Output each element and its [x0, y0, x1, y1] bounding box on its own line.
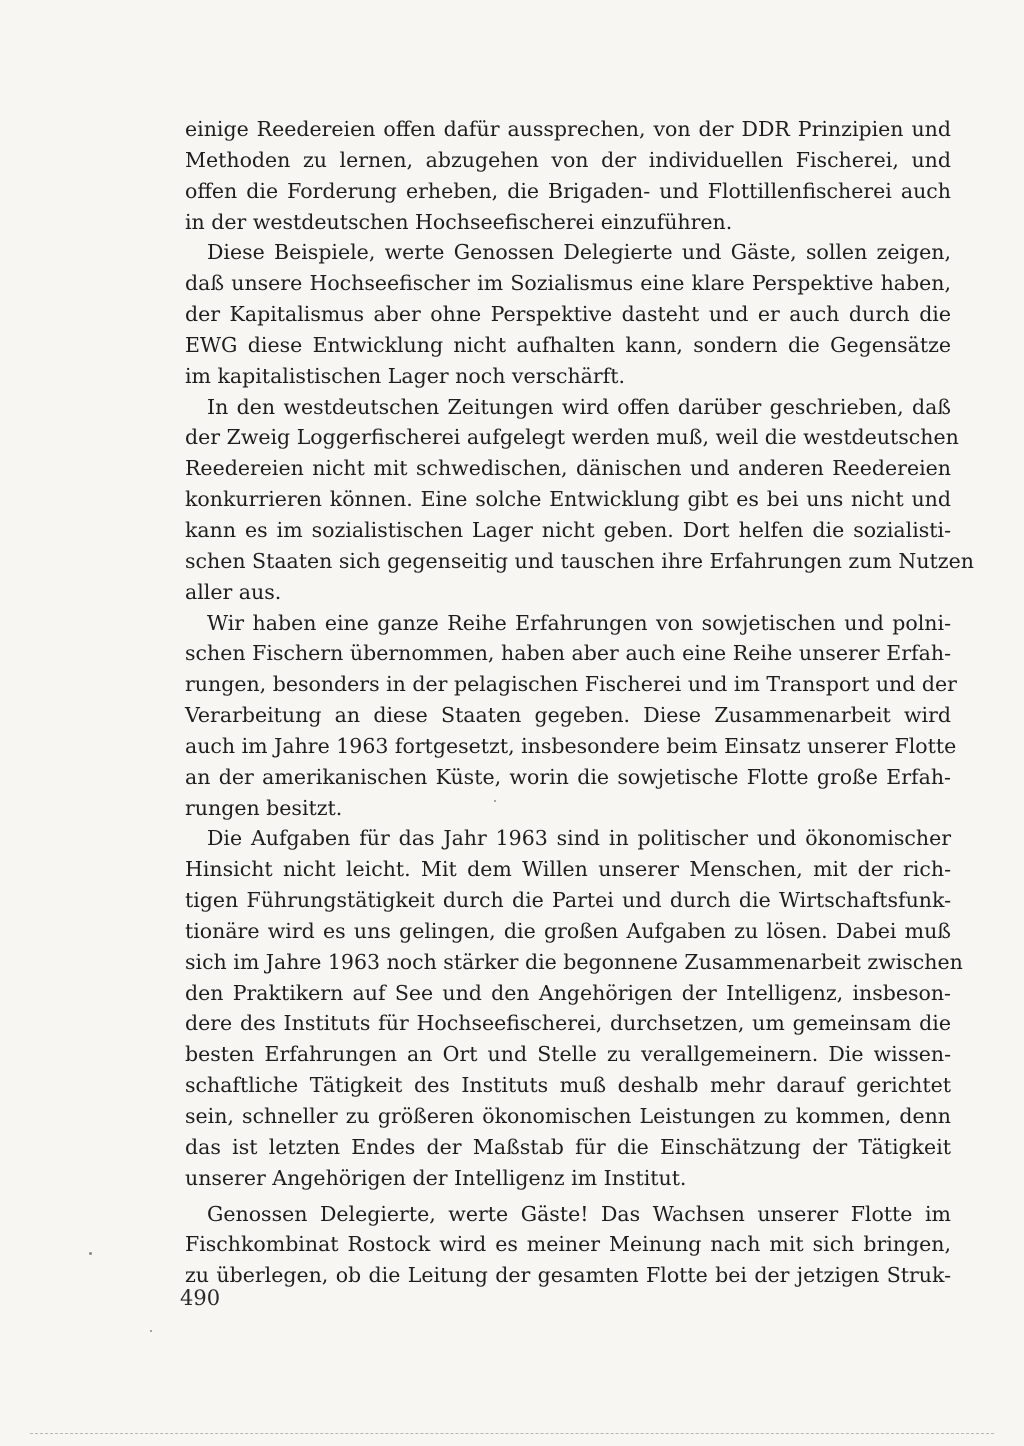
page-number: 490: [180, 1286, 221, 1310]
text-line: EWG diese Entwicklung nicht aufhalten kann, sondern die Gegensätze: [185, 332, 951, 357]
text-line: das ist letzten Endes der Maßstab für die Einschätzung der Tätigkeit: [185, 1134, 951, 1159]
print-speck: [150, 1330, 152, 1332]
text-line: schen Staaten sich gegenseitig und tauschen ihre Erfahrungen zum Nutzen: [185, 548, 974, 573]
text-line: der Zweig Loggerfischerei aufgelegt werden muß, weil die westdeutschen: [185, 425, 959, 450]
text-line: den Praktikern auf See und den Angehörigen der Intelligenz, insbeson-: [185, 980, 951, 1005]
text-line: tigen Führungstätigkeit durch die Partei und durch die Wirtschaftsfunk-: [185, 888, 951, 913]
text-line: schaftliche Tätigkeit des Instituts muß deshalb mehr darauf gerichtet: [185, 1073, 951, 1098]
text-line: unserer Angehörigen der Intelligenz im Institut.: [185, 1165, 687, 1190]
text-line: Verarbeitung an diese Staaten gegeben. Diese Zusammenarbeit wird: [185, 703, 951, 728]
text-line: besten Erfahrungen an Ort und Stelle zu verallgemeinern. Die wissen-: [185, 1042, 951, 1067]
print-speck: [494, 800, 496, 802]
text-line: einige Reedereien offen dafür aussprechen, von der DDR Prinzipien und: [185, 117, 951, 141]
paragraph-first-line: In den westdeutschen Zeitungen wird offen darüber geschrieben, daß: [207, 394, 951, 419]
page-text: [185, 114, 974, 1291]
text-line: konkurrieren können. Eine solche Entwicklung gibt es bei uns nicht und: [185, 487, 951, 512]
text-line: rungen besitzt.: [185, 795, 343, 820]
text-line: kann es im sozialistischen Lager nicht geben. Dort helfen die sozialisti-: [185, 517, 951, 542]
text-line: tionäre wird es uns gelingen, die großen Aufgaben zu lösen. Dabei muß: [185, 918, 951, 943]
text-line: sich im Jahre 1963 noch stärker die begonnene Zusammenarbeit zwischen: [185, 949, 963, 974]
text-line: Hinsicht nicht leicht. Mit dem Willen unserer Menschen, mit der rich-: [185, 857, 951, 882]
paragraph-first-line: Die Aufgaben für das Jahr 1963 sind in politischer und ökonomischer: [207, 826, 951, 851]
paragraph-first-line: Diese Beispiele, werte Genossen Delegierte und Gäste, sollen zeigen,: [207, 240, 951, 265]
text-line: zu überlegen, ob die Leitung der gesamten Flotte bei der jetzigen Struk-: [185, 1263, 951, 1288]
text-line: Reedereien nicht mit schwedischen, dänischen und anderen Reedereien: [185, 456, 951, 481]
text-line: rungen, besonders in der pelagischen Fischerei und im Transport und der: [185, 672, 957, 697]
text-line: dere des Instituts für Hochseefischerei, durchsetzen, um gemeinsam die: [185, 1011, 951, 1036]
text-line: aller aus.: [185, 579, 282, 604]
text-line: in der westdeutschen Hochseefischerei einzuführen.: [185, 209, 733, 234]
print-speck: [89, 1252, 92, 1255]
text-line: schen Fischern übernommen, haben aber auch eine Reihe unserer Erfah-: [185, 641, 951, 666]
paragraph-first-line: Wir haben eine ganze Reihe Erfahrungen von sowjetischen und polni-: [207, 610, 951, 635]
text-line: Methoden zu lernen, abzugehen von der individuellen Fischerei, und: [185, 147, 951, 172]
text-line: daß unsere Hochseefischer im Sozialismus eine klare Perspektive haben,: [185, 271, 951, 296]
text-line: der Kapitalismus aber ohne Perspektive dasteht und er auch durch die: [185, 302, 951, 327]
text-line: auch im Jahre 1963 fortgesetzt, insbesondere beim Einsatz unserer Flotte: [185, 733, 957, 758]
text-line: Fischkombinat Rostock wird es meiner Meinung nach mit sich bringen,: [185, 1232, 951, 1257]
text-line: sein, schneller zu größeren ökonomischen Leistungen zu kommen, denn: [185, 1104, 951, 1128]
page-bottom-edge: [30, 1433, 994, 1434]
paragraph-first-line: Genossen Delegierte, werte Gäste! Das Wachsen unserer Flotte im: [207, 1201, 951, 1226]
text-line: im kapitalistischen Lager noch verschärft.: [185, 363, 626, 388]
text-line: offen die Forderung erheben, die Brigaden- und Flottillenfischerei auch: [185, 178, 951, 203]
text-line: an der amerikanischen Küste, worin die sowjetische Flotte große Erfah-: [185, 764, 951, 789]
